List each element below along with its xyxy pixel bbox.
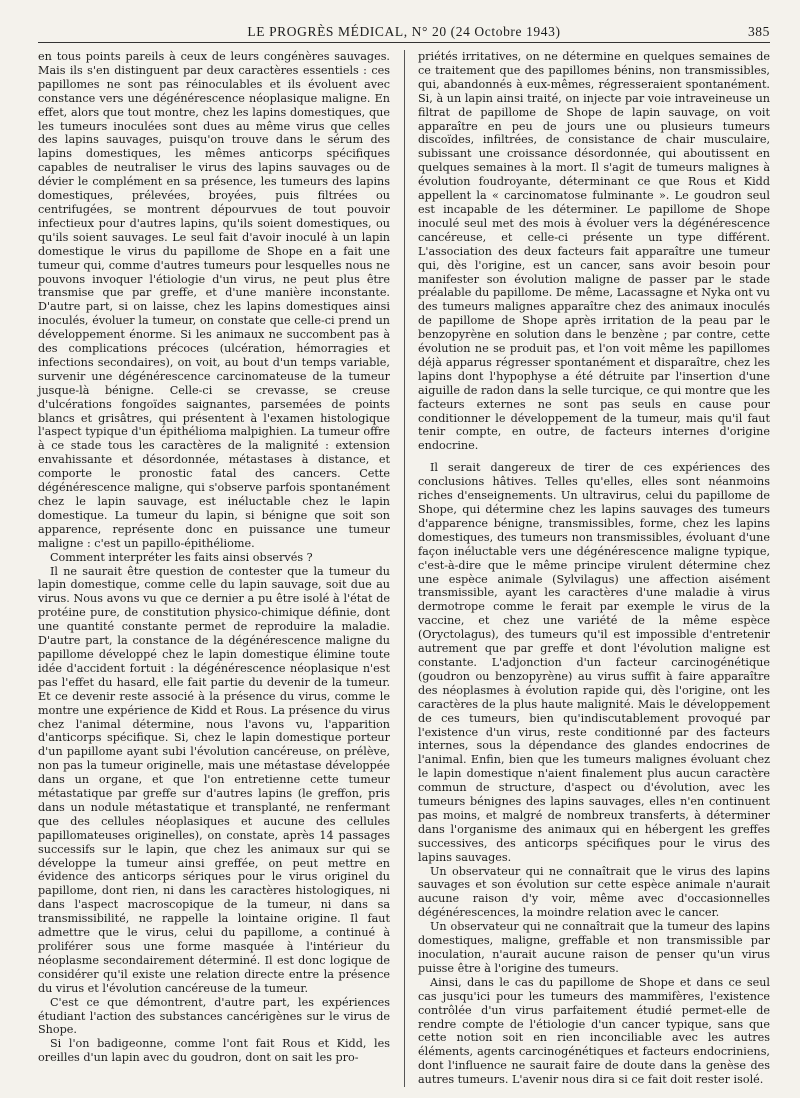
- paragraph: Ainsi, dans le cas du papillome de Shope et dans ce seul cas jusqu'ici pour les tumeurs des mammifères, l'existence contrôlée d'un virus parfaitement étudié permet-elle de rendre compte de l'étiologie d'un cancer typique, sans que cette notion soit en rien inconciliable avec les autres éléments, agents carcinogénétiques et facteurs endocriniens, dont l'influence ne saurait faire de doute dans la genèse des autres tumeurs. L'avenir nous dira si ce fait doit rester isolé.: [418, 975, 770, 1087]
- paragraph: C'est ce que démontrent, d'autre part, les expériences étudiant l'action des substances cancérigènes sur le virus de Shope.: [38, 995, 390, 1037]
- column-rule: [404, 50, 405, 1087]
- paragraph: Il ne saurait être question de contester que la tumeur du lapin domestique, comme celle du lapin sauvage, soit due au virus. Nous avons vu que ce dernier a pu être isolé à l'état de protéine pure, de constitution physico-chimique définie, dont une quantité constante permet de reproduire la maladie. D'autre part, la constance de la dégénérescence maligne du papillome développé chez le lapin domestique élimine toute idée d'accident fortuit : la dégénérescence néoplasique n'est pas l'effet du hasard, elle fait partie du devenir de la tumeur. Et ce devenir reste associé à la présence du virus, comme le montre une expérience de Kidd et Rous. La présence du virus chez l'animal détermine, nous l'avons vu, l'apparition d'anticorps spécifique. Si, chez le lapin domestique porteur d'un papillome ayant subi l'évolution cancéreuse, on prélève, non pas la tumeur originelle, mais une métastase développée dans un organe, et que l'on entretienne cette tumeur métastatique par greffe sur d'autres lapins (le greffon, pris dans un nodule métastatique et transplanté, ne renfermant que des cellules néoplasiques et aucune des cellules papillomateuses originelles), on constate, après 14 passages successifs sur le lapin, que chez les animaux sur qui se développe la tumeur ainsi greffée, on peut mettre en évidence des anticorps sériques pour le virus originel du papillome, dont rien, ni dans les caractères histologiques, ni dans l'aspect macroscopique de la tumeur, ni dans sa transmissibilité, ne rappelle la lointaine origine. Il faut admettre que le virus, celui du papillome, a continué à proliférer sous une forme masquée à l'intérieur du néoplasme secondairement déterminé. Il est donc logique de considérer qu'il existe une relation directe entre la présence du virus et l'évolution cancéreuse de la tumeur.: [38, 564, 390, 995]
- journal-title: LE PROGRÈS MÉDICAL, N° 20 (24 Octobre 1943): [247, 24, 561, 39]
- left-column: [38, 50, 390, 1087]
- right-column: [418, 50, 770, 1087]
- paragraph: Il serait dangereux de tirer de ces expériences des conclusions hâtives. Telles qu'elles, elles sont néanmoins riches d'enseignements. Un ultravirus, celui du papillome de Shope, qui détermine chez les lapins sauvages des tumeurs d'apparence bénigne, transmissibles, forme, chez les lapins domestiques, des tumeurs non transmissibles, évoluant d'une façon inéluctable vers une dégénérescence maligne typique, c'est-à-dire que le même principe virulent détermine chez une espèce animale (Sylvilagus) une affection aisément transmissible, ayant les caractères d'une maladie à virus dermotrope comme le ferait par exemple le virus de la vaccine, et chez une variété de la même espèce (Oryctolagus), des tumeurs qu'il est impossible d'entretenir autrement que par greffe et dont l'évolution maligne est constante. L'adjonction d'un facteur carcinogénétique (goudron ou benzopyrène) au virus suffit à faire apparaître des néoplasmes à évolution rapide qui, dès l'origine, ont les caractères de la plus haute malignité. Mais le développement de ces tumeurs, bien qu'indiscutablement provoqué par l'existence d'un virus, reste conditionné par des facteurs internes, sous la dépendance des glandes endocrines de l'animal. Enfin, bien que les tumeurs malignes évoluant chez le lapin domestique n'aient finalement plus aucun caractère commun de structure, d'aspect ou d'évolution, avec les tumeurs bénignes des lapins sauvages, elles n'en continuent pas moins, et malgré de nombreux transferts, à déterminer dans l'organisme des animaux qui en hébergent les greffes successives, des anticorps spécifiques pour le virus des lapins sauvages.: [418, 461, 770, 864]
- paragraph: Si l'on badigeonne, comme l'ont fait Rous et Kidd, les oreilles d'un lapin avec du goudron, dont on sait les pro-: [38, 1037, 390, 1065]
- running-head: [38, 22, 770, 43]
- page-number: 385: [747, 24, 770, 39]
- paragraph: en tous points pareils à ceux de leurs congénères sauvages. Mais ils s'en distinguent par deux caractères essentiels : ces papillomes ne sont pas réinoculables et ils évoluent avec constance vers une dégénérescence néoplasique maligne. En effet, alors que tout montre, chez les lapins domestiques, que les tumeurs inoculées sont dues au même virus que celles des lapins sauvages, puisqu'on trouve dans le sérum des lapins domestiques, les mêmes anticorps spécifiques capables de neutraliser le virus des lapins sauvages ou de dévier le complément en sa présence, les tumeurs des lapins domestiques, prélevées, broyées, puis filtrées ou centrifugées, se montrent dépourvues de tout pouvoir infectieux pour d'autres lapins, qu'ils soient domestiques, ou qu'ils soient sauvages. Le seul fait d'avoir inoculé à un lapin domestique le virus du papillome de Shope en a fait une tumeur qui, comme d'autres tumeurs pour lesquelles nous ne pouvons invoquer l'étiologie d'un virus, ne peut plus être transmise que par greffe, et d'une manière inconstante. D'autre part, si on laisse, chez les lapins domestiques ainsi inoculés, évoluer la tumeur, on constate que celle-ci prend un développement énorme. Si les animaux ne succombent pas à des complications précoces (ulcération, hémorragies et infections secondaires), on voit, au bout d'un temps variable, survenir une dégénérescence carcinomateuse de la tumeur jusque-là bénigne. Celle-ci se crevasse, se creuse d'ulcérations fongoïdes saignantes, parsemées de points blancs et grisâtres, qui présentent à l'examen histologique l'aspect typique d'un épithélioma malpighien. La tumeur offre à ce stade tous les caractères de la malignité : extension envahissante et désordonnée, métastases à distance, et comporte le pronostic fatal des cancers. Cette dégénérescence maligne, qui s'observe parfois spontanément chez le lapin sauvage, est inéluctable chez le lapin domestique. La tumeur du lapin, si bénigne que soit son apparence, représente donc en puissance une tumeur maligne : c'est un papillo-épithéliome.: [38, 50, 390, 550]
- text-columns: [38, 50, 770, 1087]
- paragraph: Un observateur qui ne connaîtrait que la tumeur des lapins domestiques, maligne, greffable et non transmissible par inoculation, n'aurait aucune raison de penser qu'un virus puisse être à l'origine des tumeurs.: [418, 920, 770, 975]
- paragraph: Un observateur qui ne connaîtrait que le virus des lapins sauvages et son évolution sur cette espèce animale n'aurait aucune raison d'y voir, même avec d'occasionnelles dégénérescences, la moindre relation avec le cancer.: [418, 864, 770, 920]
- paragraph: priétés irritatives, on ne détermine en quelques semaines de ce traitement que des papillomes bénins, non transmissibles, qui, abandonnés à eux-mêmes, régresseraient spontanément. Si, à un lapin ainsi traité, on injecte par voie intraveineuse un filtrat de papillome de Shope de lapin sauvage, on voit apparaître en peu de jours une ou plusieurs tumeurs discoïdes, infiltrées, de consistance de chair musculaire, subissant une croissance désordonnée, qui aboutissent en quelques semaines à la mort. Il s'agit de tumeurs malignes à évolution foudroyante, déterminant ce que Rous et Kidd appellent la « carcinomatose fulminante ». Le goudron seul est incapable de les déterminer. Le papillome de Shope inoculé seul met des mois à évoluer vers la dégénérescence cancéreuse, et celle-ci présente un type différent. L'association des deux facteurs fait apparaître une tumeur qui, dès l'origine, est un cancer, sans avoir besoin pour manifester son évolution maligne de passer par le stade préalable du papillome. De même, Lacassagne et Nyka ont vu des tumeurs malignes apparaître chez des animaux inoculés de papillome de Shope après irritation de la peau par le benzopyrène en solution dans le benzène ; par contre, cette évolution ne se produit pas, et l'on voit même les papillomes déjà apparus régresser spontanément et disparaître, chez les lapins dont l'hypophyse a été détruite par l'insertion d'une aiguille de radon dans la selle turcique, ce qui montre que les facteurs externes ne sont pas seuls en cause pour conditionner le développement de la tumeur, mais qu'il faut tenir compte, en outre, de facteurs internes d'origine endocrine.: [418, 50, 770, 453]
- paragraph: Comment interpréter les faits ainsi observés ?: [50, 550, 313, 564]
